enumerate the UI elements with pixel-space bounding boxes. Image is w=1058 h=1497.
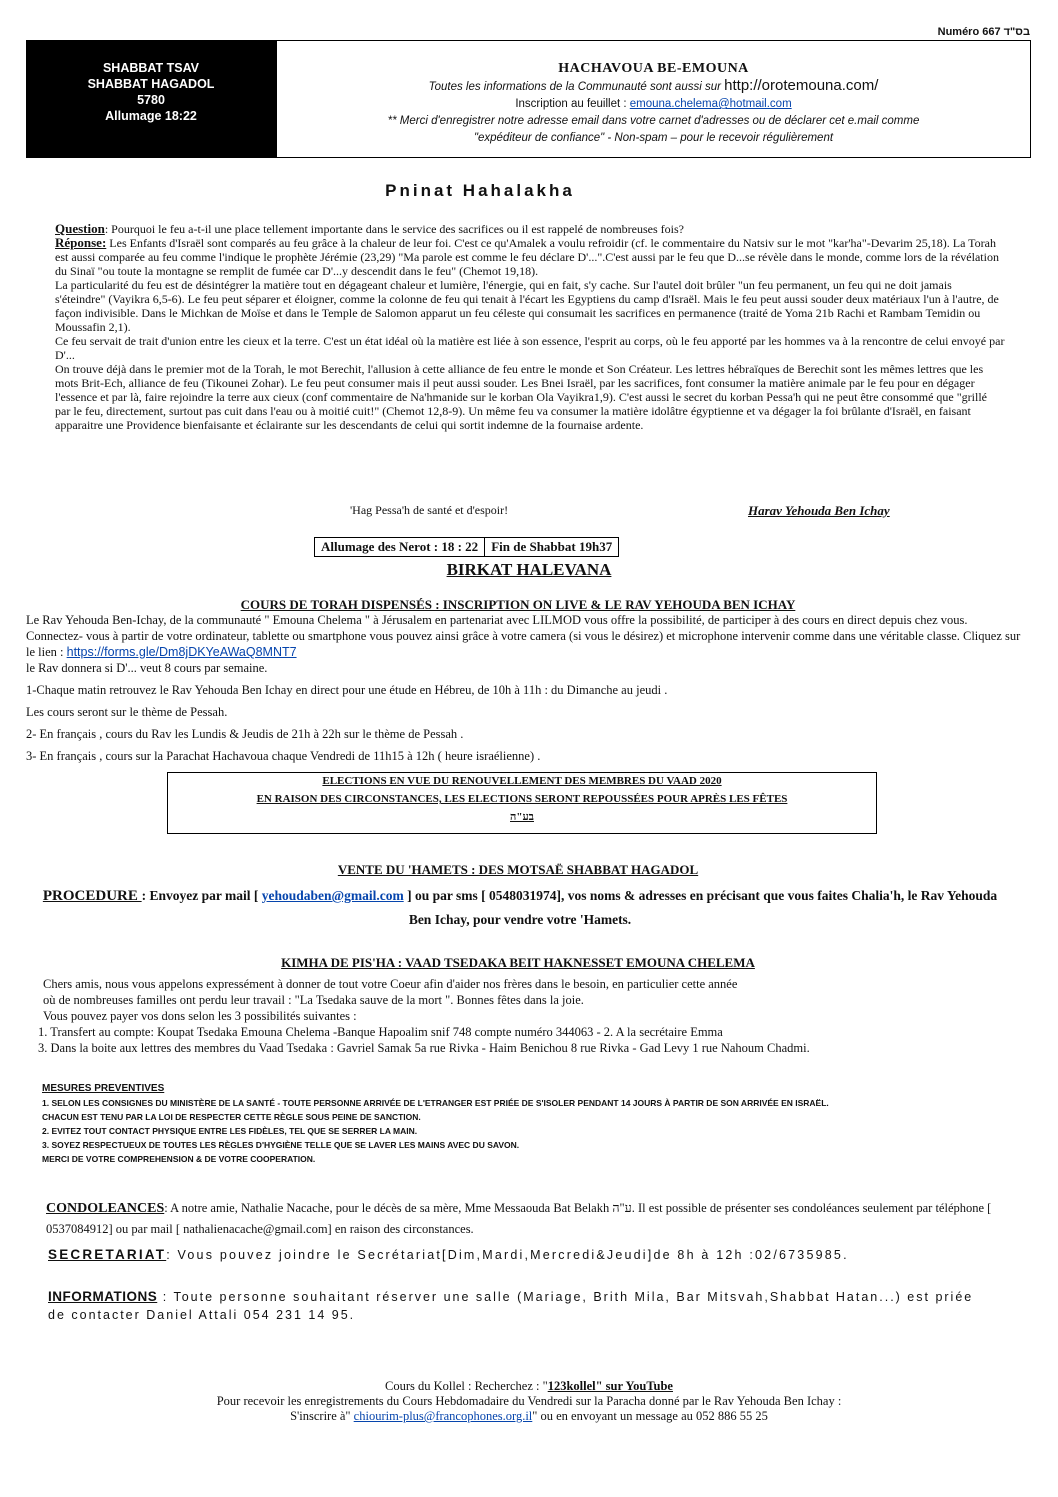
- procedure-text: : Envoyez par mail [: [141, 888, 262, 903]
- shabbat-line: SHABBAT HAGADOL: [87, 77, 215, 91]
- answer-text: Les Enfants d'Israël sont comparés au feu grâce à la chaleur de leur foi. C'est ce qu'Amalek a voulu refroidir (cf. le commentaire du Natsiv sur le mot "kar'ha"-Devarim 25,18). La Torah est aussi comparée au feu comme l'indique le prophète Jérémie (23,29) "Ma parole est comme le feu déclare D'...".C'est aussi par le feu que D...se révèle dans le monde, comme lors de la révélation du Sinaï "ou toute la montagne se remplit de fumée car D'...y descendit dans le feu" (Chemot 19,18).: [55, 236, 999, 278]
- condoleances-paragraph: [46, 1198, 1016, 1239]
- website-link[interactable]: http://orotemouna.com/: [724, 77, 879, 94]
- cours-line: Les cours seront sur le thème de Pessah.: [26, 705, 228, 719]
- informations-paragraph: [48, 1288, 988, 1324]
- youtube-search-term: 123kollel" sur YouTube: [547, 1379, 673, 1393]
- cours-line: le Rav donnera si D'... veut 8 cours par semaine.: [26, 661, 268, 675]
- kimha-line: 3. Dans la boite aux lettres des membres du Vaad Tsedaka : Gavriel Samak 5a rue Rivka - Haim Benichou 8 rue Rivka - Gad Levy 1 rue Nahoum Chadmi.: [38, 1041, 810, 1055]
- measures-title: MESURES PREVENTIVES: [42, 1083, 165, 1094]
- vente-hamets-title: VENTE DU 'HAMETS : DES MOTSAË SHABBAT HAGADOL: [337, 862, 699, 877]
- elections-box: [167, 772, 877, 834]
- footer-kollel-line: [0, 1379, 1058, 1394]
- question-label: Question: [55, 221, 105, 236]
- measure-item: 2. EVITEZ TOUT CONTACT PHYSIQUE ENTRE LES FIDÈLES, TEL QUE SE SERRER LA MAIN.: [42, 1126, 418, 1136]
- article-paragraph: Ce feu servait de trait d'union entre les cieux et la terre. C'est un état idéal où la matière est liée à son essence, l'esprit au corps, où le feu apporté par les hommes va à la rencontre de celui envoyé par D'...: [55, 334, 1005, 362]
- kimha-line: Chers amis, nous vous appelons expressément à donner de tout votre Coeur afin d'aider nos frères dans le besoin, en particulier cette année: [43, 977, 738, 991]
- cours-line: 2- En français , cours du Rav les Lundis & Jeudis de 21h à 22h sur le thème de Pessah .: [26, 727, 464, 741]
- inscription-line: [277, 96, 1030, 113]
- candle-lighting-box: [314, 537, 619, 557]
- shabbat-line: Allumage 18:22: [105, 109, 197, 123]
- subscribe-email-link[interactable]: chiourim-plus@francophones.org.il: [353, 1409, 533, 1423]
- kimha-title: KIMHA DE PIS'HA : VAAD TSEDAKA BEIT HAKNESSET EMOUNA CHELEMA: [281, 955, 755, 970]
- cours-section-title: COURS DE TORAH DISPENSÉS : INSCRIPTION ON LIVE & LE RAV YEHOUDA BEN ICHAY: [240, 597, 796, 612]
- cours-section: [26, 612, 1026, 764]
- birkat-halevana-title: BIRKAT HALEVANA: [446, 560, 612, 579]
- question-paragraph: [55, 222, 1005, 236]
- kimha-section: [38, 976, 1028, 1056]
- holiday-wish: 'Hag Pessa'h de santé et d'espoir!: [350, 503, 509, 517]
- shabbat-line: SHABBAT TSAV: [102, 61, 200, 75]
- measure-item: 1. SELON LES CONSIGNES DU MINISTÈRE DE LA SANTÉ - TOUTE PERSONNE ARRIVÉE DE L'ETRANGER EST PRIÉE DE S'ISOLER PENDANT 14 JOURS À PARTIR DE SON ARRIVÉE EN ISRAËL.: [42, 1098, 829, 1108]
- secretariat-text: : Vous pouvez joindre le Secrétariat[Dim,Mardi,Mercredi&Jeudi]de 8h à 12h :02/6735985.: [166, 1248, 849, 1262]
- newsletter-title: HACHAVOUA BE-EMOUNA: [558, 61, 749, 76]
- footer-subscribe-line: [0, 1409, 1058, 1424]
- signature-row: [350, 503, 960, 518]
- registration-link[interactable]: https://forms.gle/Dm8jDKYeAWaQ8MNT7: [66, 645, 297, 659]
- cours-line: 1-Chaque matin retrouvez le Rav Yehouda Ben Ichay en direct pour une étude en Hébreu, de 10h à 11h : du Dimanche au jeudi .: [26, 683, 668, 697]
- kimha-line: Vous pouvez payer vos dons selon les 3 possibilités suivantes :: [43, 1009, 357, 1023]
- shabbat-line: 5780: [137, 93, 165, 107]
- note-line: "expéditeur de confiance" - Non-spam – pour le recevoir régulièrement: [473, 132, 834, 144]
- secretariat-label: SECRETARIAT: [48, 1247, 167, 1262]
- condoleances-text: : A notre amie, Nathalie Nacache, pour le décès de sa mère, Mme Messaouda Bat Belakh ע"ה. Il est possible de présenter ses condoléances seulement par téléphone [ 0537084912] ou par mail [ nathalienacache@gmail.com] en raison des circonstances.: [46, 1201, 992, 1236]
- elections-line: ELECTIONS EN VUE DU RENOUVELLEMENT DES MEMBRES DU VAAD 2020: [322, 775, 722, 787]
- article-paragraph: On trouve déjà dans le premier mot de la Torah, le mot Berechit, l'allusion à cette alliance de feu entre le monde et Son Créateur. Les lettres hébraïques de Berechit sont les mêmes lettres que les mots Brit-Ech, alliance de feu (Tikounei Zohar). Le feu peut consumer mais il peut aussi souder. Les Bnei Israël, par les sacrifices, font consumer la matière animale par le feu pour en dégager l'essence et par là, faire rejoindre la terre aux cieux (conf commentaire de Na'hmanide sur le korban Ola Vayikra1,9). C'est aussi le secret du korban Pessa'h qui ne peut être consommé que "grillé par le feu, directement, surtout pas cuit dans l'eau ou à moitié cuit!" (Chemot 12,8-9). Un même feu va consumer la matière idolâtre égyptienne et va dégager la foi brûlante d'Israël, en faisant apparaitre une Providence bienfaisante et éclairante sur les descendants de celui qui sortit indemne de la fournaise ardente.: [55, 362, 987, 432]
- condoleances-label: CONDOLEANCES: [46, 1201, 165, 1216]
- elections-line: בע"ה: [510, 811, 534, 823]
- cours-intro-text: Le Rav Yehouda Ben-Ichay, de la communauté " Emouna Chelema " à Jérusalem en partenariat avec LILMOD vous offre la possibilité, de participer à des cours en direct depuis chez vous. Connectez- vous à partir de votre ordinateur, tablette ou smartphone vous pouvez ainsi grâce à votre camera (si vous le désirez) et microphone intervenir comme dans une véritable classe. Cliquez sur le lien :: [26, 613, 1021, 659]
- footer-text: S'inscrire à": [290, 1409, 354, 1423]
- candle-lighting-time: Allumage des Nerot : 18 : 22: [321, 539, 479, 554]
- cours-line: 3- En français , cours sur la Parachat Hachavoua chaque Vendredi de 11h15 à 12h ( heure israélienne) .: [26, 749, 541, 763]
- procedure-email-link[interactable]: yehoudaben@gmail.com: [261, 888, 404, 903]
- elections-line: EN RAISON DES CIRCONSTANCES, LES ELECTIONS SERONT REPOUSSÉES POUR APRÈS LES FÊTES: [256, 793, 788, 805]
- article-paragraph: La particularité du feu est de désintégrer la matière tout en dégageant chaleur et lumière, l'énergie, qui en fait, s'y cache. Sur l'autel doit brûler "un feu permanent, un feu qui ne doit jamais s'éteindre" (Vayikra 6,5-6). Le feu peut séparer et éloigner, comme la colonne de feu qui tenait à l'écart les Egyptiens du camp d'Israël. Mais le feu peut aussi souder deux matériaux l'un à l'autre, de façon indivisible. Dans le Michkan de Moïse et dans le Temple de Salomon apparut un feu céleste qui consumait les sacrifices en permanence (traité de Yoma 21b Rachi et Rambam Temidin ou Moussafin 2,1).: [55, 278, 999, 334]
- note-line: ** Merci d'enregistrer notre adresse email dans votre carnet d'adresses ou de déclarer cet e.mail comme: [387, 115, 920, 127]
- procedure-label: PROCEDURE: [42, 888, 142, 904]
- info-text: Toutes les informations de la Communauté sont aussi sur: [428, 81, 725, 93]
- kimha-line: 1. Transfert au compte: Koupat Tsedaka Emouna Chelema -Banque Hapoalim snif 748 compte numéro 344063 - 2. A la secrétaire Emma: [38, 1025, 723, 1039]
- procedure-paragraph: [40, 884, 1000, 932]
- procedure-text: ] ou par sms [ 0548031974], vos noms & adresses en précisant que vous faites Chalia'h, le Rav Yehouda Ben Ichay, pour vendre votre 'Hamets.: [403, 888, 998, 927]
- measure-item: 3. SOYEZ RESPECTUEUX DE TOUTES LES RÈGLES D'HYGIÈNE TELLE QUE SE LAVER LES MAINS AVEC DU SAVON.: [42, 1140, 520, 1150]
- shabbat-info-box: [26, 40, 276, 158]
- question-text: : Pourquoi le feu a-t-il une place tellement importante dans le service des sacrifices ou il est rappelé de nombreuses fois?: [104, 222, 684, 236]
- informations-text: : Toute personne souhaitant réserver une salle (Mariage, Brith Mila, Bar Mitsvah,Shabbat Hatan...) est priée de contacter Daniel Attali 054 231 14 95.: [48, 1290, 974, 1322]
- inscription-text: Inscription au feuillet :: [515, 98, 630, 110]
- measure-item: CHACUN EST TENU PAR LA LOI DE RESPECTER CETTE RÈGLE SOUS PEINE DE SANCTION.: [42, 1112, 421, 1122]
- inscription-email-link[interactable]: emouna.chelema@hotmail.com: [629, 98, 792, 110]
- preventive-measures: [42, 1082, 1032, 1166]
- section-title-pninat: Pninat Hahalakha: [385, 181, 575, 200]
- info-line: [277, 77, 1030, 96]
- footer: [0, 1379, 1058, 1424]
- footer-text: " ou en envoyant un message au 052 886 55 25: [532, 1409, 768, 1423]
- shabbat-end-time: Fin de Shabbat 19h37: [484, 538, 618, 556]
- measure-item: MERCI DE VOTRE COMPREHENSION & DE VOTRE COOPERATION.: [42, 1154, 316, 1164]
- halakha-article: [55, 222, 1005, 432]
- answer-paragraph: [55, 236, 1005, 278]
- footer-text: Cours du Kollel : Recherchez : ": [385, 1379, 548, 1393]
- footer-line: Pour recevoir les enregistrements du Cours Hebdomadaire du Vendredi sur la Paracha donné par le Rav Yehouda Ben Ichay :: [216, 1394, 842, 1408]
- answer-label: Réponse:: [55, 235, 107, 250]
- newsletter-header-box: [276, 40, 1031, 158]
- informations-label: INFORMATIONS: [48, 1289, 158, 1304]
- issue-number: Numéro 667 בס"ד: [937, 26, 1030, 38]
- secretariat-paragraph: [48, 1247, 1028, 1262]
- kimha-line: où de nombreuses familles ont perdu leur travail : "La Tsedaka sauve de la mort ". Bonnes fêtes dans la joie.: [43, 993, 584, 1007]
- author-signature: Harav Yehouda Ben Ichay: [748, 503, 890, 518]
- cours-intro: [26, 612, 1026, 660]
